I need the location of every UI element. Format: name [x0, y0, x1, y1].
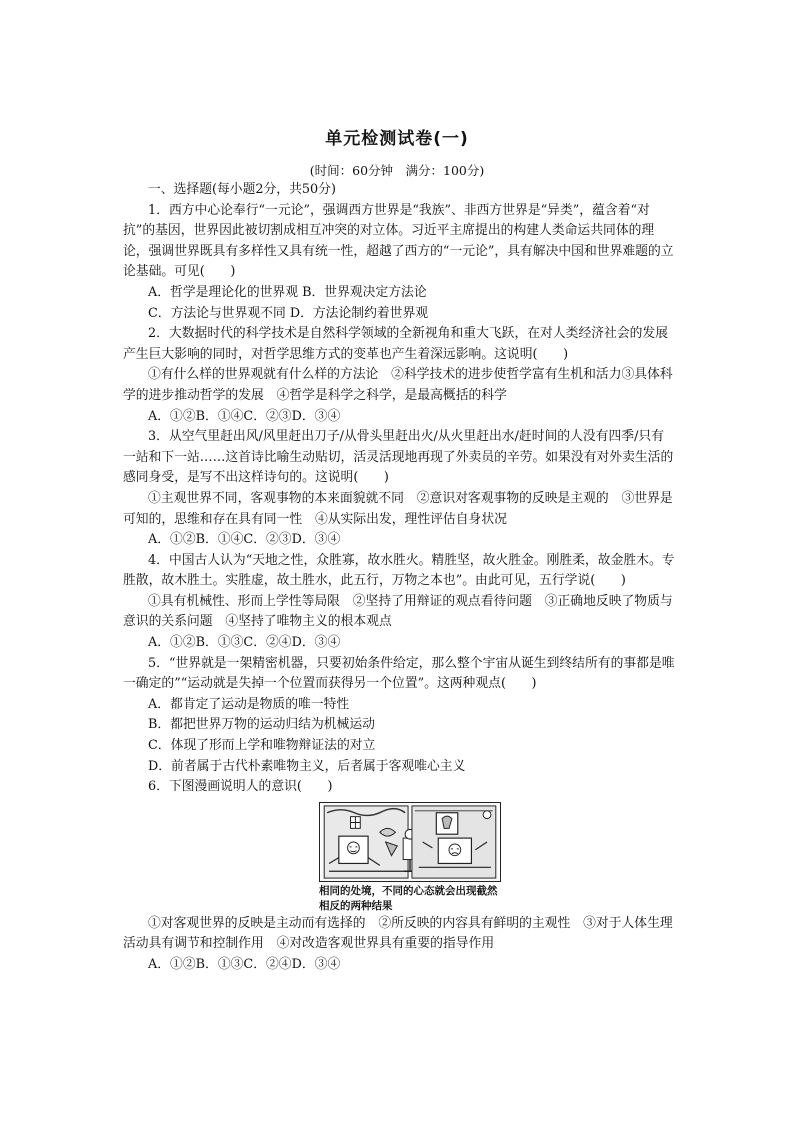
question-3-statements: ①主观世界不同，客观事物的本来面貌就不同 ②意识对客观事物的反映是主观的 ③世界是可知的，思维和存在具有同一性 ④从实际出发，理性评估自身状况 [123, 490, 673, 527]
section-heading: 一、选择题(每小题2分，共50分) [148, 182, 336, 197]
question-2-statements: ①有什么样的世界观就有什么样的方法论 ②科学技术的进步使哲学富有生机和活力③具体科学的进步推动哲学的发展 ④哲学是科学之科学，是最高概括的科学 [123, 367, 673, 403]
question-5-option-c: C．体现了形而上学和唯物辩证法的对立 [148, 738, 376, 754]
question-6-options: A．①②B．①③C．②④D．③④ [148, 957, 341, 972]
question-2-options: A．①②B．①④C．②③D．③④ [148, 408, 341, 424]
question-1-options-row-1: A．哲学是理论化的世界观 B．世界观决定方法论 [148, 284, 427, 300]
question-5-option-b: B．都把世界万物的运动归结为机械运动 [148, 717, 375, 733]
cartoon-figure [319, 802, 501, 914]
question-6-statements: ①对客观世界的反映是主动而有选择的 ②所反映的内容具有鲜明的主观性 ③对于人体生理活动具有调节和控制作用 ④对改造客观世界具有重要的指导作用 [123, 915, 673, 952]
cartoon-image [319, 802, 501, 882]
question-4-options: A．①②B．①③C．②④D．③④ [148, 635, 341, 651]
question-4-statements: ①具有机械性、形而上学性等局限 ②坚持了用辩证的观点看待问题 ③正确地反映了物质与意识的关系问题 ④坚持了唯物主义的根本观点 [123, 593, 673, 630]
exam-info: (时间：60分钟 满分：100分) [309, 163, 485, 178]
question-5-option-a: A．都肯定了运动是物质的唯一特性 [148, 696, 350, 712]
question-4-stem: 4．中国古人认为“天地之性，众胜寡，故水胜火。精胜坚，故火胜金。刚胜柔，故金胜木。专胜散，故木胜土。实胜虚，故土胜水，此五行，万物之本也”。由此可见，五行学说( ) [123, 552, 675, 589]
question-3-stem: 3．从空气里赶出风/风里赶出刀子/从骨头里赶出火/从火里赶出水/赶时间的人没有四季/只有一站和下一站……这首诗比喻生动贴切，活灵活现地再现了外卖员的辛劳。如果没有对外卖生活的感同身受，是写不出这样诗句的。这说明( ) [123, 429, 674, 486]
page-title: 单元检测试卷(一) [325, 129, 469, 149]
cartoon-caption: 相同的处境，不同的心态就会出现截然相反的两种结果 [319, 884, 498, 912]
question-5-stem: 5．“世界就是一架精密机器，只要初始条件给定，那么整个宇宙从诞生到终结所有的事都是唯一确定的”“运动就是失掉一个位置而获得另一个位置”。这两种观点( ) [123, 655, 675, 692]
exam-body [123, 180, 675, 976]
question-5-option-d: D．前者属于古代朴素唯物主义，后者属于客观唯心主义 [148, 758, 466, 774]
question-1-stem: 1．西方中心论奉行“一元论”，强调西方世界是“我族”、非西方世界是“异类”，蕴含着“对抗”的基因，世界因此被切割成相互冲突的对立体。习近平主席提出的构建人类命运共同体的理论，强调世界既具有多样性又具有统一性，超越了西方的“一元论”，具有解决中国和世界难题的立论基础。可见( ) [123, 202, 674, 280]
question-2-stem: 2．大数据时代的科学技术是自然科学领域的全新视角和重大飞跃，在对人类经济社会的发展产生巨大影响的同时，对哲学思维方式的变革也产生着深远影响。这说明( ) [123, 326, 669, 362]
question-1-options-row-2: C．方法论与世界观不同 D．方法论制约着世界观 [148, 305, 429, 321]
question-3-options: A．①②B．①④C．②③D．③④ [148, 532, 341, 548]
question-6-stem: 6．下图漫画说明人的意识( ) [148, 779, 333, 795]
